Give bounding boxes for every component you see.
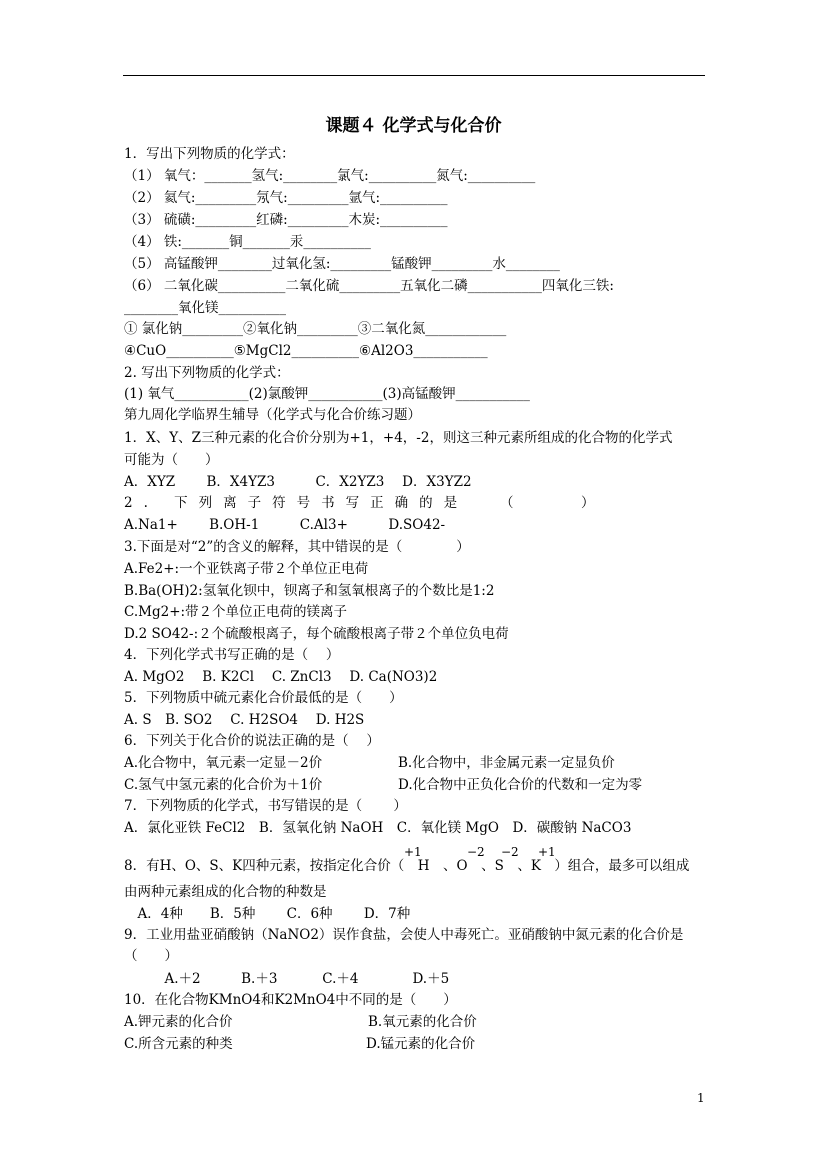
q6-option-a: A.化合物中，氧元素一定显－2价 xyxy=(124,755,323,771)
section2-heading: 2. 写出下列物质的化学式： xyxy=(124,365,290,381)
valence-mark: +1 xyxy=(538,845,556,859)
page-number: 1 xyxy=(697,1091,705,1105)
q3-text: 3.下面是对“2”的含义的解释，其中错误的是（ ） xyxy=(124,539,470,555)
section1-line: （3） 硫磺:_________红磷:_________木炭:__________ xyxy=(124,212,448,228)
page-title: 课题４ 化学式与化合价 xyxy=(325,116,502,136)
section2-line: (1) 氧气___________(2)氯酸钾___________(3)高锰酸钾___________ xyxy=(124,386,530,402)
q8-options: A．4种 B．5种 C．6种 D．7种 xyxy=(124,906,411,922)
q9-text: 9．工业用盐亚硝酸钠（NaNO2）误作食盐，会使人中毒死亡。亚硝酸钠中氮元素的化合价是 xyxy=(124,927,684,943)
q6-text: 6．下列关于化合价的说法正确的是（ ） xyxy=(124,733,380,749)
q3-option-a: A.Fe2+:一个亚铁离子带２个单位正电荷 xyxy=(124,561,369,577)
q2-options: A.Na1+ B.OH-1 C.Al3+ D.SO42- xyxy=(124,517,446,533)
q3-option-b: B.Ba(OH)2:氢氧化钡中，钡离子和氢氧根离子的个数比是1:2 xyxy=(124,583,495,599)
q9-options: A.＋2 B.＋3 C.＋4 D.＋5 xyxy=(124,971,450,987)
q1-text-cont: 可能为（ ） xyxy=(124,452,219,468)
section1-line: （5） 高锰酸钾________过氧化氢:_________锰酸钾_________水________ xyxy=(124,256,560,272)
section1-line: （2） 氦气:_________氖气:_________氩气:__________ xyxy=(124,190,448,206)
section1-line: ________氧化镁__________ xyxy=(124,300,286,316)
section1-line: （6） 二氧化碳__________二氧化硫_________五氧化二磷___________四氧化三铁: xyxy=(124,278,614,294)
q5-text: 5．下列物质中硫元素化合价最低的是（ ） xyxy=(124,690,403,706)
section1-line: ④CuO__________⑤MgCl2__________⑥Al2O3___________ xyxy=(124,343,488,359)
q10-option-d: D.锰元素的化合价 xyxy=(366,1036,476,1052)
q7-text: 7．下列物质的化学式，书写错误的是（ ） xyxy=(124,798,407,814)
section1-line: （1） 氧气：_______氢气:________氯气:__________氮气:__________ xyxy=(124,168,536,184)
q4-options: A. MgO2 B. K2Cl C. ZnCl3 D. Ca(NO3)2 xyxy=(124,669,438,685)
valence-mark: +1 xyxy=(404,845,422,859)
q2-paren: （ ） xyxy=(500,495,595,511)
q4-text: 4．下列化学式书写正确的是（ ） xyxy=(124,647,340,663)
header-rule xyxy=(123,75,705,76)
valence-mark: −2 xyxy=(501,845,519,859)
q1-options: A．XYZ B．X4YZ3 C．X2YZ3 D．X3YZ2 xyxy=(124,474,472,490)
section1-line: ① 氯化钠_________②氧化钠_________③二氧化氮____________ xyxy=(124,321,507,337)
q9-text-cont: （ ） xyxy=(124,948,178,964)
section1-heading: 1．写出下列物质的化学式： xyxy=(124,146,295,162)
q8-text-cont: 由两种元素组成的化合物的种数是 xyxy=(124,884,327,900)
q10-text: 10．在化合物KMnO4和K2MnO4中不同的是（ ） xyxy=(124,992,457,1008)
q2-text: 2. 下列离子符号书写正确的是 xyxy=(124,495,469,511)
q3-option-d: D.2 SO42-:２个硫酸根离子，每个硫酸根离子带２个单位负电荷 xyxy=(124,626,509,642)
worksheet-heading: 第九周化学临界生辅导（化学式与化合价练习题） xyxy=(124,407,421,423)
q5-options: A. S B. SO2 C. H2SO4 D. H2S xyxy=(124,712,365,728)
q6-option-c: C.氢气中氢元素的化合价为＋1价 xyxy=(124,777,323,793)
section1-line: （4） 铁:_______铜_______汞__________ xyxy=(124,234,371,250)
q7-options: A．氯化亚铁 FeCl2 B．氢氧化钠 NaOH C．氧化镁 MgO D．碳酸钠 NaCO3 xyxy=(124,820,632,836)
q10-option-c: C.所含元素的种类 xyxy=(124,1036,233,1052)
q8-text: 8．有H、O、S、K四种元素，按指定化合价（ H 、O 、S 、K ）组合，最多可以组成 xyxy=(124,858,690,874)
q1-text: 1．X、Y、Z三种元素的化合价分别为+1，+4，-2，则这三种元素所组成的化合物的化学式 xyxy=(124,430,673,446)
q10-option-b: B.氧元素的化合价 xyxy=(368,1014,477,1030)
q6-option-b: B.化合物中，非金属元素一定显负价 xyxy=(398,755,615,771)
q10-option-a: A.钾元素的化合价 xyxy=(124,1014,233,1030)
q3-option-c: C.Mg2+:带２个单位正电荷的镁离子 xyxy=(124,604,348,620)
q6-option-d: D.化合物中正负化合价的代数和一定为零 xyxy=(398,777,643,793)
valence-mark: −2 xyxy=(467,845,485,859)
